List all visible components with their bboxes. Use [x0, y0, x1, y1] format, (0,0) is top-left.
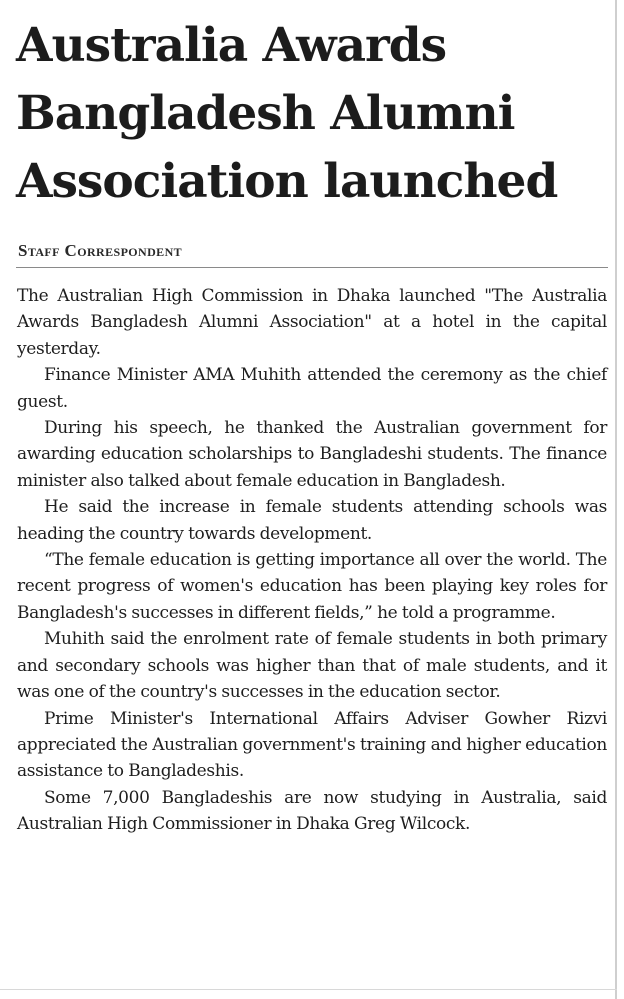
page-bottom-edge	[0, 989, 617, 990]
article-paragraph: Prime Minister's International Affairs Adviser Gowher Rizvi appreciated the Australian government's training and higher education assistance to Bangladeshis.	[17, 708, 607, 782]
headline-line-2: Bangladesh Alumni	[16, 86, 515, 141]
article-paragraph: During his speech, he thanked the Australian government for awarding education scholarships to Bangladeshi students. The finance minister also talked about female education in Bangladesh.	[17, 418, 607, 491]
article-paragraph: He said the increase in female students attending schools was heading the country towards development.	[17, 497, 607, 544]
article-paragraph: “The female education is getting importance all over the world. The recent progress of women's education has been playing key roles for Bangladesh's successes in different fields,” he told a programme.	[17, 550, 607, 623]
column-divider	[615, 0, 617, 999]
article-paragraph: The Australian High Commission in Dhaka launched "The Australia Awards Bangladesh Alumni Association" at a hotel in the capital yesterday.	[17, 286, 607, 359]
headline-line-1: Australia Awards	[16, 18, 447, 73]
byline-divider	[16, 267, 608, 268]
article-paragraph: Finance Minister AMA Muhith attended the ceremony as the chief guest.	[17, 365, 607, 412]
article-byline: Staff Correspondent	[18, 241, 183, 260]
article-paragraph: Some 7,000 Bangladeshis are now studying in Australia, said Australian High Commissioner in Dhaka Greg Wilcock.	[17, 787, 607, 835]
headline-line-3: Association launched	[16, 154, 558, 209]
article-paragraph: Muhith said the enrolment rate of female students in both primary and secondary schools was higher than that of male students, and it was one of the country's successes in the education sector.	[17, 629, 607, 703]
article-headline	[16, 12, 616, 216]
article-body	[17, 283, 607, 838]
